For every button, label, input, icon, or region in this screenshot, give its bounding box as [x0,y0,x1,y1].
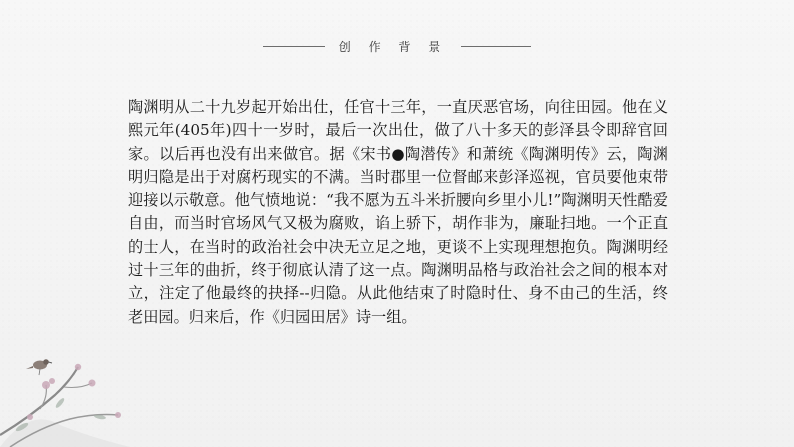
header-rule-right [461,46,531,47]
background-paragraph: 陶渊明从二十九岁起开始出仕，任官十三年，一直厌恶官场，向往田园。他在义熙元年(405年)四十一岁时，最后一次出仕，做了八十多天的彭泽县令即辞官回家。以后再也没有出来做官。据《宋书●陶潜传》和萧统《陶渊明传》云，陶渊明归隐是出于对腐朽现实的不满。当时郡里一位督邮来彭泽巡视，官员要他束带迎接以示敬意。他气愤地说：“我不愿为五斗米折腰向乡里小儿!”陶渊明天性酷爱自由，而当时官场风气又极为腐败，谄上骄下，胡作非为，廉耻扫地。一个正直的士人，在当时的政治社会中决无立足之地，更谈不上实现理想抱负。陶渊明经过十三年的曲折，终于彻底认清了这一点。陶渊明品格与政治社会之间的根本对立，注定了他最终的抉择--归隐。从此他结束了时隐时仕、身不由己的生活，终老田园。归来后，作《归园田居》诗一组。 [128,98,668,326]
section-header [0,38,794,55]
ink-blossom-branch-illustration [0,307,150,447]
header-rule-left [263,46,325,47]
branch-twig-2 [64,383,92,388]
section-title: 创 作 背 景 [338,40,448,54]
bird-icon [26,359,52,375]
